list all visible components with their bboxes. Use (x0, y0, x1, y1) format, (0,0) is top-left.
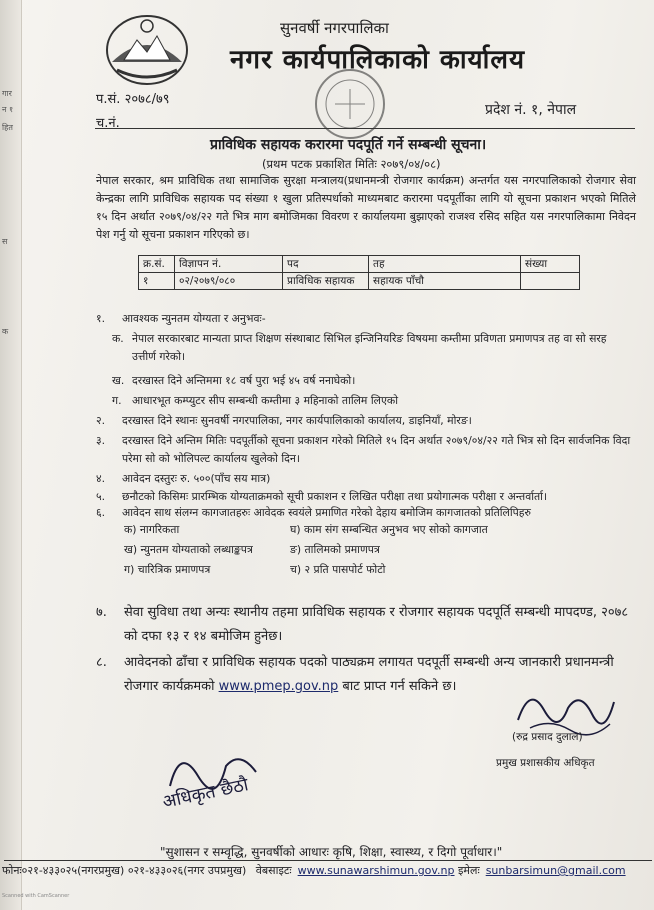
document-item: ग) चारित्रिक प्रमाणपत्र (124, 563, 211, 576)
document-item: क) नागरिकता (124, 523, 180, 536)
website-link[interactable]: www.sunawarshimun.gov.np (297, 864, 455, 877)
table-cell: सहायक पाँचौ (369, 273, 521, 290)
header-divider (95, 128, 635, 129)
municipality-name: सुनवर्षी नगरपालिका (280, 19, 389, 37)
item-number: क. (112, 332, 124, 345)
table-cell (521, 273, 580, 290)
signatory-name: (रुद्र प्रसाद दुलाल) (512, 731, 583, 743)
scan-watermark: Scanned with CamScanner (2, 893, 70, 899)
phone-numbers: फोनः०२१-४३३०२५(नगरप्रमुख) ०२१-४३३०२६(नगर उपप्रमुख) (2, 864, 247, 877)
document-item: च) २ प्रति पासपोर्ट फोटो (290, 563, 386, 576)
table-cell: १ (139, 273, 175, 290)
item-number: ५. (96, 490, 106, 503)
strip-text-3: हित (2, 123, 13, 132)
item-number: ख. (112, 374, 125, 387)
publish-date: (प्रथम पटक प्रकाशित मितिः २०७९/०४/०८) (262, 157, 441, 171)
table-row (139, 273, 580, 290)
pmep-website-link[interactable]: www.pmep.gov.np (218, 679, 339, 694)
table-header-row (139, 256, 580, 273)
strip-text-1: गार (2, 89, 12, 98)
item-number: ८. (96, 655, 107, 670)
item-number: ४. (96, 472, 106, 485)
notice-intro: नेपाल सरकार, श्रम प्राविधिक तथा सामाजिक सुरक्षा मन्त्रालय(प्रधानमन्त्री रोजगार कार्यक्रम) अन्तर्गत यस नगरपालिकाको रोजगार सेवा केन्द्रका लागि प्राविधिक सहायक पद संख्या १ खुला प्रतिस्पर्धाको माध्यमबाट करारमा पदपूर्तीका लागि यो सूचना प्रकाशन भएको मितिले १५ दिन अर्थात २०७९/०४/२२ गते भित्र माग बमोजिमका विवरण र कार्यालयमा बुझाएको राजश्व रसिद सहित यस नगरपालिकामा निवेदन पेश गर्नु यो सूचना प्रकाशन गरिएको छ। (96, 174, 636, 241)
item-number: ग. (112, 394, 122, 407)
email-label: इमेलः (458, 864, 480, 877)
document-item: ङ) तालिमको प्रमाणपत्र (290, 543, 380, 556)
signatory-title: प्रमुख प्रशासकीय अधिकृत (496, 757, 595, 769)
table-header: विज्ञापन नं. (175, 256, 283, 273)
item-number: २. (96, 414, 106, 427)
footer-divider (4, 860, 652, 861)
document-item: घ) काम संग सम्बन्धित अनुभव भए सोको कागजात (290, 523, 488, 536)
item-text: आवश्यक न्युनतम योग्यता र अनुभवः- (122, 312, 266, 325)
item-text-part: बाट प्राप्त गर्न सकिने छ। (342, 679, 457, 694)
vacancy-table (138, 255, 580, 290)
table-header: संख्या (521, 256, 580, 273)
reference-number: प.सं. २०७८/७९ (96, 92, 170, 107)
item-text: दरखास्त दिने स्थानः सुनवर्षी नगरपालिका, नगर कार्यपालिकाको कार्यालय, डाइनियाँ, मोरङ। (122, 414, 472, 427)
item-text: आवेदन साथ संलग्न कागजातहरुः आवेदक स्वयंले प्रमाणित गरेको देहाय बमोजिम कागजातको प्रतिलिपिहरु (122, 506, 531, 519)
item-number: ६. (96, 506, 106, 519)
letterhead (90, 8, 630, 131)
email-link[interactable]: sunbarsimun@gmail.com (485, 864, 626, 877)
province-label: प्रदेश नं. १, नेपाल (485, 102, 577, 118)
strip-text-5: क (2, 327, 9, 336)
table-header: तह (369, 256, 521, 273)
item-text: आधारभूत कम्प्युटर सीप सम्बन्धी कम्तीमा ३ महिनाको तालिम लिएको (132, 394, 399, 407)
notice-title: प्राविधिक सहायक करारमा पदपूर्ति गर्ने सम्बन्धी सूचना। (210, 137, 487, 153)
strip-text-2: न १ (2, 105, 14, 114)
table-header: क्र.सं. (139, 256, 175, 273)
adjacent-page-strip (0, 0, 22, 910)
list-item (96, 601, 636, 649)
handwritten-signature-icon (160, 736, 280, 816)
item-number: १. (96, 312, 106, 325)
website-label: वेबसाइटः (255, 864, 292, 877)
contact-footer (2, 863, 654, 878)
office-seal-icon (305, 64, 395, 144)
office-title: नगर कार्यपालिकाको कार्यालय (230, 45, 526, 75)
table-cell: प्राविधिक सहायक (283, 273, 369, 290)
item-number: ३. (96, 434, 106, 447)
handwritten-note: अधिकृत छैठौ (160, 774, 251, 813)
item-text: दरखास्त दिने अन्तिममा १८ वर्ष पुरा भई ४५ वर्ष ननाघेको। (132, 374, 356, 387)
footer-motto: "सुशासन र सम्वृद्धि, सुनवर्षीको आधारः कृषि, शिक्षा, स्वास्थ्य, र दिगो पूर्वाधार।" (160, 845, 503, 859)
table-header: पद (283, 256, 369, 273)
item-text: सेवा सुविधा तथा अन्यः स्थानीय तहमा प्राविधिक सहायक र रोजगार सहायक पदपूर्ति सम्बन्धी मापदण्ड, २०७८ को दफा १३ र १४ बमोजिम हुनेछ। (124, 605, 629, 644)
item-text: नेपाल सरकारबाट मान्यता प्राप्त शिक्षण संस्थाबाट सिभिल इन्जिनियरिङ विषयमा कम्तीमा प्रविणता प्रमाणपत्र तह वा सो सरह उत्तीर्ण गरेको। (132, 332, 607, 363)
dispatch-number: च.नं. (96, 116, 120, 131)
item-text: छनौटको किसिमः प्रारम्भिक योग्यताक्रमको सूची प्रकाशन र लिखित परीक्षा तथा प्रयोगात्मक परीक्षा र अन्तर्वार्ता। (122, 490, 548, 503)
item-number: ७. (96, 605, 107, 620)
nepal-emblem-icon (102, 10, 192, 90)
strip-text-4: स (2, 237, 8, 246)
table-cell: ०२/२०७९/०८० (175, 273, 283, 290)
item-text: दरखास्त दिने अन्तिम मितिः पदपूर्तीको सूचना प्रकाशन गरेको मितिले १५ दिन अर्थात २०७९/०४/२२ गते भित्र सो दिन सार्वजनिक विदा परेमा सो को भोलिपल्ट कार्यालय खुलेको दिन। (122, 434, 631, 465)
item-text: आवेदन दस्तुरः रु. ५००(पाँच सय मात्र) (122, 472, 271, 485)
document-item: ख) न्युनतम योग्यताको लब्धाङ्कपत्र (124, 543, 253, 556)
item-text-part: आवेदनको ढाँचा र प्राविधिक सहायक पदको पाठ्यक्रम लगायत पदपूर्ती सम्बन्धी अन्य जानकारी प्रधानमन्त्री रोजगार कार्यक्रमको (124, 655, 614, 694)
